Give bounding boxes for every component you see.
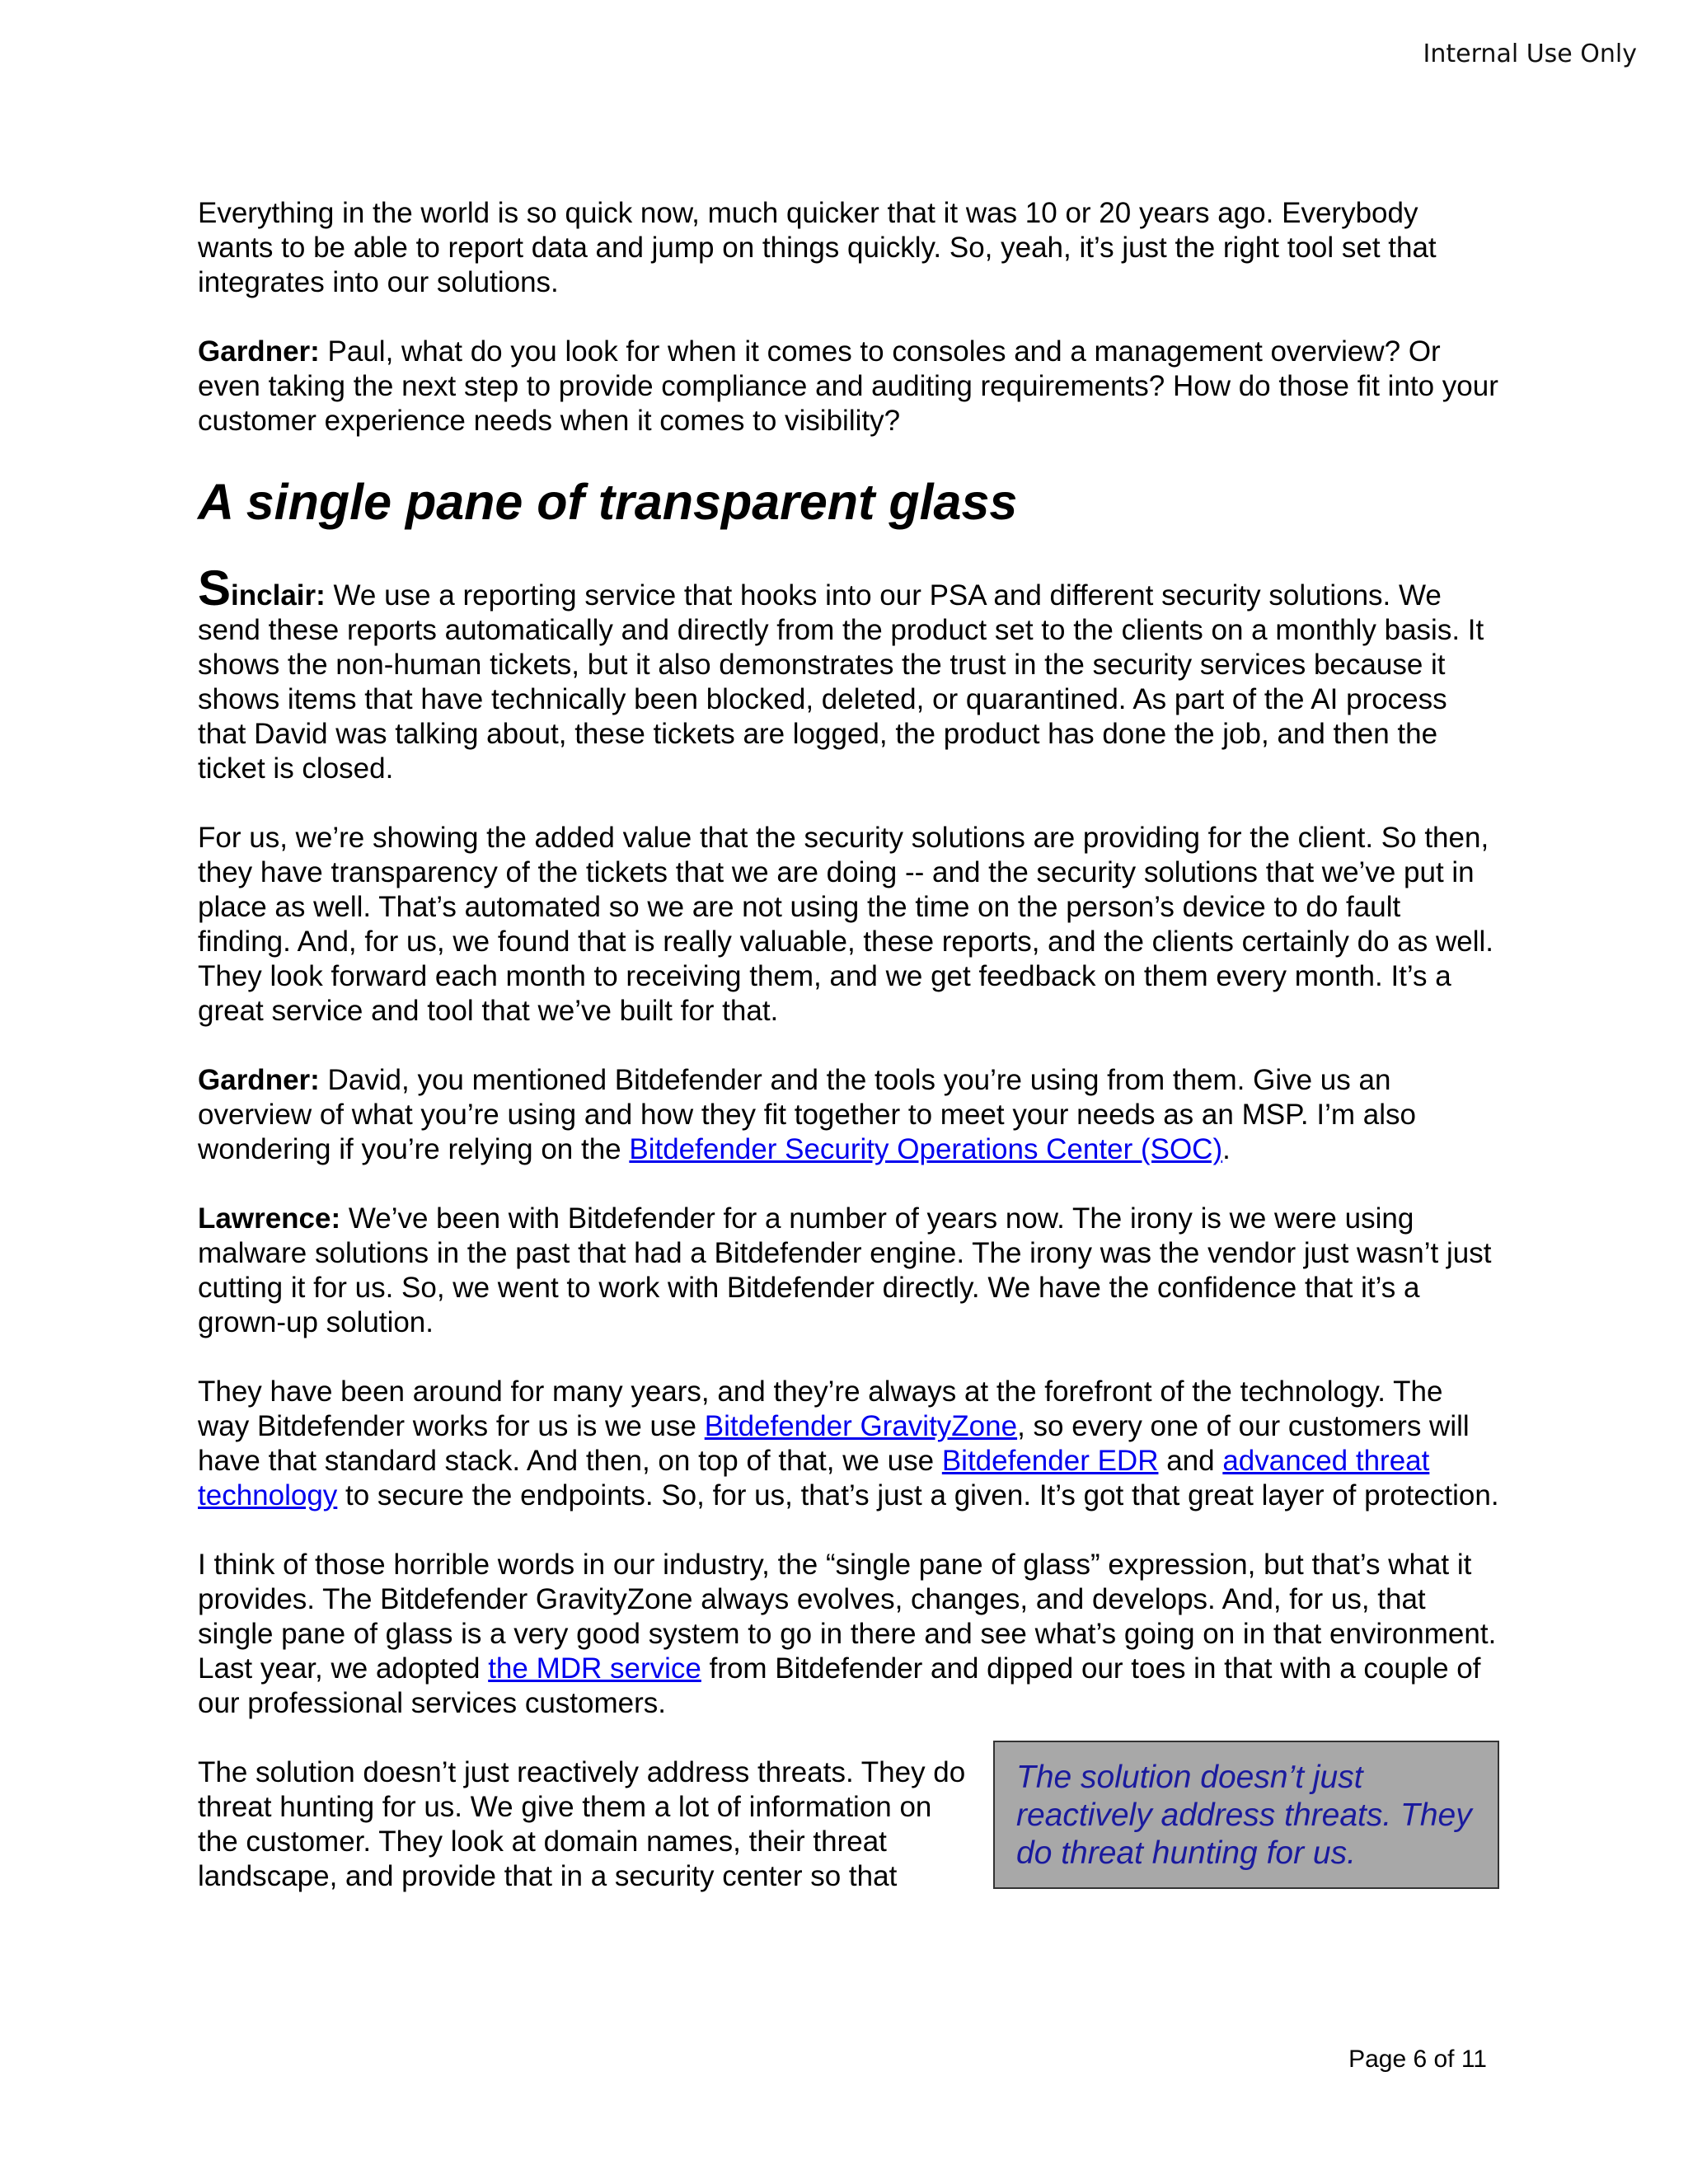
link-bitdefender-soc[interactable]: Bitdefender Security Operations Center (SOC) xyxy=(629,1133,1223,1165)
link-gravityzone[interactable]: Bitdefender GravityZone xyxy=(704,1410,1018,1442)
paragraph-text: Paul, what do you look for when it comes to consoles and a management overview? Or even taking the next step to provide compliance and auditing requirements? How do those fit into your customer experience needs when it comes to visibility? xyxy=(198,335,1498,437)
paragraph-text: . xyxy=(1222,1133,1231,1165)
paragraph-2 xyxy=(198,335,1500,438)
paragraph-text: I think of those horrible words in our industry, the “single pane of glass” expression, but that’s what it provides. The Bitdefender GravityZone always evolves, changes, and develops. And, for us, that single pane of glass is a very good system to go in there and see what’s going on in that environment. Last year, we adopted xyxy=(198,1549,1497,1685)
speaker-label: Lawrence: xyxy=(198,1202,341,1235)
paragraph-6 xyxy=(198,1202,1500,1340)
paragraph-text: They have been around for many years, and they’re always at the forefront of the technology. The way Bitdefender works for us is we use xyxy=(198,1376,1443,1442)
paragraph-text: to secure the endpoints. So, for us, that’s just a given. It’s got that great layer of protection. xyxy=(337,1479,1499,1511)
paragraph-text: We’ve been with Bitdefender for a number of years now. The irony is we were using malware solutions in the past that had a Bitdefender engine. The irony was the vendor just wasn’t just cutting it for us. So, we went to work with Bitdefender directly. We have the confidence that it’s a grown-up solution. xyxy=(198,1202,1492,1338)
header-classification-note: Internal Use Only xyxy=(1423,40,1637,68)
link-advanced-threat-technology[interactable]: advanced threat technology xyxy=(198,1445,1430,1511)
section-heading: A single pane of transparent glass xyxy=(198,474,1018,530)
drop-cap-letter: S xyxy=(198,560,232,616)
page-number: Page 6 of 11 xyxy=(1348,2046,1487,2073)
speaker-label: inclair: xyxy=(231,579,326,612)
paragraph-5 xyxy=(198,1063,1500,1167)
paragraph-text: David, you mentioned Bitdefender and the tools you’re using from them. Give us an overview of what you’re using and how they fit together to meet your needs as an MSP. I’m also wondering if you’re relying on the xyxy=(198,1064,1416,1165)
speaker-label: Gardner: xyxy=(198,1064,320,1096)
pullquote-section xyxy=(198,1755,1500,1894)
paragraph-1: Everything in the world is so quick now, much quicker that it was 10 or 20 years ago. Everybody wants to be able to report data and jump on things quickly. So, yeah, it’s just the right tool set that integrates into our solutions. xyxy=(198,197,1437,298)
paragraph-3 xyxy=(198,560,1500,786)
paragraph-8 xyxy=(198,1548,1500,1721)
pullquote-box: The solution doesn’t just reactively address threats. They do threat hunting for us. xyxy=(993,1741,1499,1889)
paragraph-7 xyxy=(198,1375,1500,1513)
link-bitdefender-edr[interactable]: Bitdefender EDR xyxy=(941,1445,1159,1477)
speaker-label: Gardner: xyxy=(198,335,320,368)
paragraph-text: from Bitdefender and dipped our toes in that with a couple of our professional services customers. xyxy=(198,1652,1481,1719)
link-mdr-service[interactable]: the MDR service xyxy=(488,1652,701,1685)
paragraph-text: , so every one of our customers will have that standard stack. And then, on top of that, we use xyxy=(198,1410,1470,1477)
paragraph-9: The solution doesn’t just reactively address threats. They do threat hunting for us. We give them a lot of information on the customer. They look at domain names, their threat landscape, and provide that in a security center so that xyxy=(198,1756,966,1892)
paragraph-text: We use a reporting service that hooks into our PSA and different security solutions. We send these reports automatically and directly from the product set to the clients on a monthly basis. It shows the non-human tickets, but it also demonstrates the trust in the security services because it shows items that have technically been blocked, deleted, or quarantined. As part of the AI process that David was talking about, these tickets are logged, the product has done the job, and then the ticket is closed. xyxy=(198,579,1484,785)
paragraph-text: and xyxy=(1158,1445,1223,1477)
document-body xyxy=(198,196,1500,1929)
paragraph-4: For us, we’re showing the added value that the security solutions are providing for the client. So then, they have transparency of the tickets that we are doing -- and the security solutions that we’ve put in place as well. That’s automated so we are not using the time on the person’s device to do fault finding. And, for us, we found that is really valuable, these reports, and the clients certainly do as well. They look forward each month to receiving them, and we get feedback on them every month. It’s a great service and tool that we’ve built for that. xyxy=(198,822,1493,1027)
